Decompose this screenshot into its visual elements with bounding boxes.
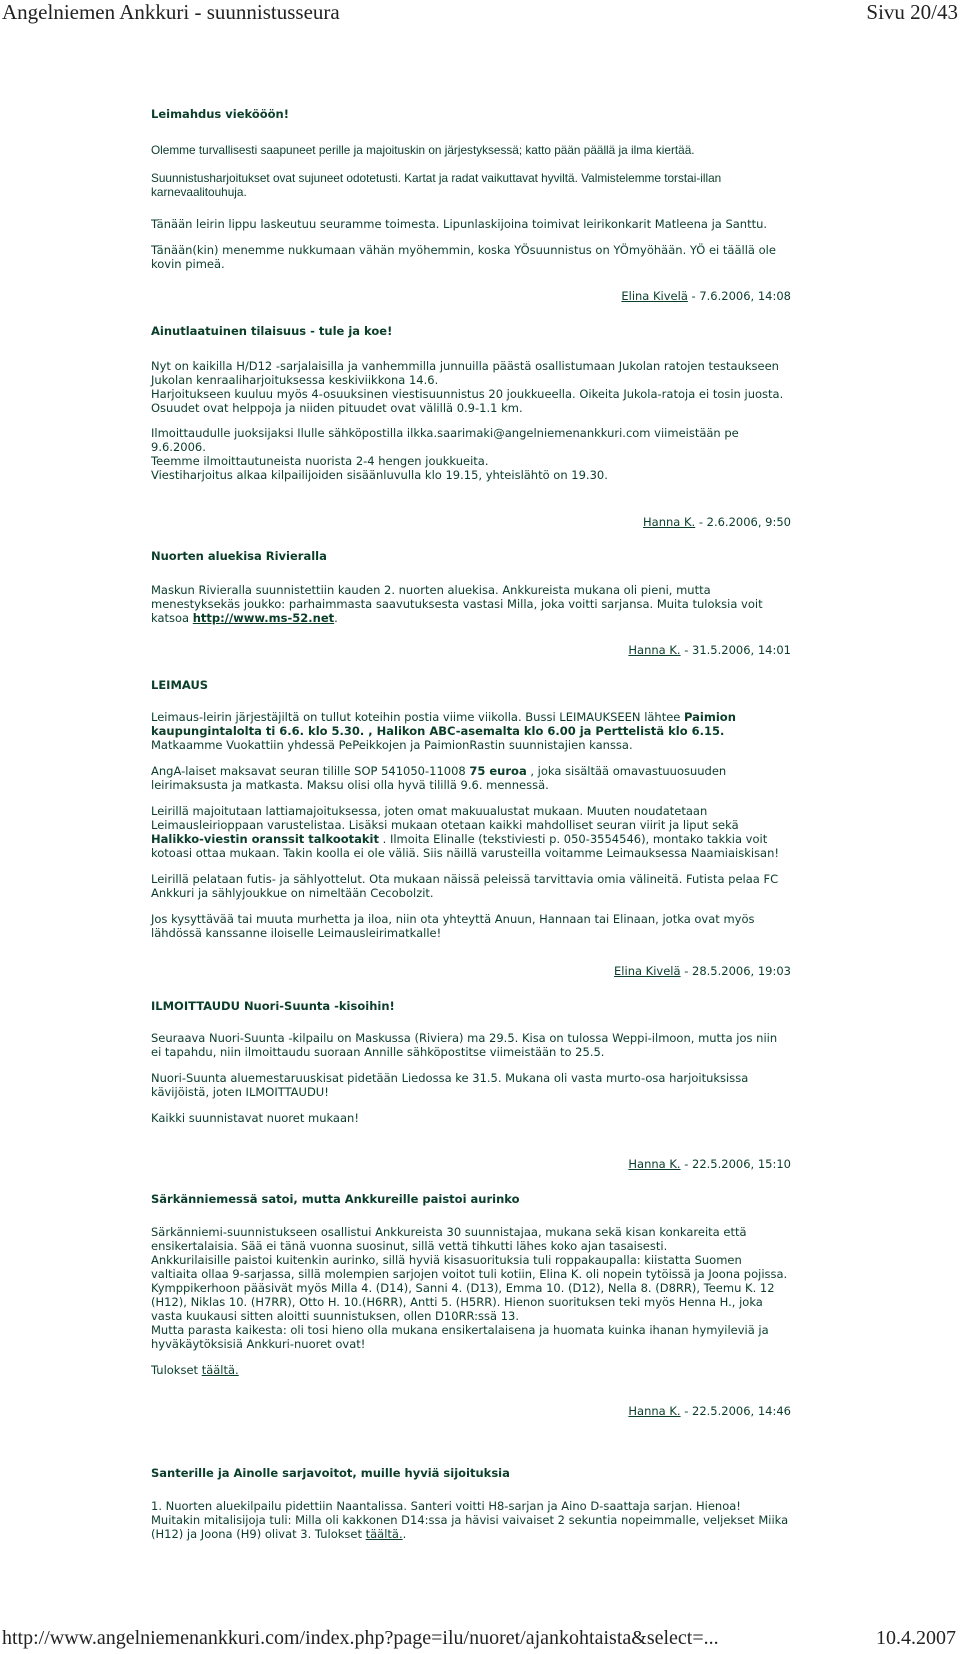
print-page-number: Sivu 20/43 (866, 0, 958, 24)
post-paragraph: Seuraava Nuori-Suunta -kilpailu on Maskussa (Riviera) ma 29.5. Kisa on tulossa Weppi-ilmoon, mutta jos niin ei tapahdu, niin ilmoittaudu suoraan Annille sähköpostitse viimeistään to 25.5. (151, 1031, 778, 1059)
post-paragraph: Olemme turvallisesti saapuneet perille ja majoituskin on järjestyksessä; katto pään päällä ja ilma kiertää. (151, 143, 695, 157)
post-meta (151, 1404, 791, 1418)
post-line: Ankkurilaisille paistoi kuitenkin aurinko, sillä hyviä kisasuorituksia tuli roppakaupalla: kiistatta Suomen valtiaita ollaa 9-sarjassa, sillä molempien sarjojen voitot tuli kotiin, Elina K. oli nopein tytöissä ja Joona pojissa. (151, 1253, 788, 1281)
post-line: Nyt on kaikilla H/D12 -sarjalaisilla ja vanhemmilla junnuilla päästä osallistumaan Jukolan ratojen testaukseen Jukolan kenraaliharjoituksessa keskiviikkona 14.6. (151, 359, 779, 387)
post-line: Teemme ilmoittautuneista nuorista 2-4 hengen joukkueita. (151, 454, 489, 468)
post-paragraph (151, 1499, 791, 1541)
post-date: - 7.6.2006, 14:08 (687, 289, 791, 303)
post-title: Nuorten aluekisa Rivieralla (151, 549, 327, 563)
post-emphasis: Paimion kaupungintalolta ti 6.6. klo 5.30. , Halikon ABC-asemalta klo 6.00 ja Perttelistä klo 6.15. (151, 710, 736, 738)
post-title: Ainutlaatuinen tilaisuus - tule ja koe! (151, 324, 393, 338)
post-paragraph: Suunnistusharjoitukset ovat sujuneet odotetusti. Kartat ja radat vaikuttavat hyviltä. Valmistelemme torstai-illan karnevaalitouhuja. (151, 171, 722, 199)
author-link[interactable]: Hanna K. (643, 515, 696, 529)
post-line: Osuudet ovat helppoja ja niiden pituudet ovat välillä 0.9-1.1 km. (151, 401, 523, 415)
print-header (0, 0, 960, 26)
post-paragraph: Tänään leirin lippu laskeutuu seuramme toimesta. Lipunlaskijoina toimivat leirikonkarit Matleena ja Santtu. (151, 217, 768, 231)
post-text: , joka sisältää omavastuuosuuden leirimaksusta ja matkasta. Maksu olisi olla hyvä tilillä 9.6. mennessä. (151, 764, 727, 792)
post-text: . (402, 1527, 407, 1541)
print-header-title: Angelniemen Ankkuri - suunnistusseura (2, 0, 340, 24)
post-line: Ilmoittaudulle juoksijaksi Ilulle sähköpostilla ilkka.saarimaki@angelniemenankkuri.com viimeistään pe 9.6.2006. (151, 426, 739, 454)
post-text: . (334, 611, 338, 625)
post-text: . Ilmoita Elinalle (tekstiviesti p. 050-3554546), montako takkia voit kotoasi ottaa mukaan. Takin koolla ei ole väliä. Siis näillä varusteilla voitamme Leimauksessa Naamiaiskisan! (151, 832, 780, 860)
author-link[interactable]: Elina Kivelä (614, 964, 681, 978)
author-link[interactable]: Hanna K. (628, 643, 681, 657)
post-meta (151, 643, 791, 657)
post-date: - 28.5.2006, 19:03 (680, 964, 791, 978)
post-date: - 31.5.2006, 14:01 (680, 643, 791, 657)
post-date: - 22.5.2006, 15:10 (680, 1157, 791, 1171)
post-paragraph: Kaikki suunnistavat nuoret mukaan! (151, 1111, 359, 1125)
print-footer-url: http://www.angelniemenankkuri.com/index.php?page=ilu/nuoret/ajankohtaista&select=... (2, 1627, 719, 1649)
post-meta (151, 515, 791, 529)
post-paragraph (151, 804, 791, 860)
post-title: ILMOITTAUDU Nuori-Suunta -kisoihin! (151, 999, 395, 1013)
post-text: 1. Nuorten aluekilpailu pidettiin Naantalissa. Santeri voitti H8-sarjan ja Aino D-saattaja sarjan. Hienoa! Muitakin mitalisijoja tuli: Milla oli kakkonen D14:ssa ja hävisi vaivaiset 2 sekuntia nopeimmalle, veljekset Miika (H12) ja Joona (H9) olivat 3. Tulokset (151, 1499, 789, 1541)
results-link[interactable]: täältä. (365, 1527, 403, 1541)
post-emphasis: Halikko-viestin oranssit talkootakit (151, 832, 379, 846)
post-title: Santerille ja Ainolle sarjavoitot, muille hyviä sijoituksia (151, 1466, 510, 1480)
post-paragraph (151, 764, 791, 792)
post-paragraph: Jos kysyttävää tai muuta murhetta ja iloa, niin ota yhteyttä Anuun, Hannaan tai Elinaan, jotka ovat myös lähdössä kanssanne iloiselle Leimausleirimatkalle! (151, 912, 755, 940)
post-paragraph: Nuori-Suunta aluemestaruuskisat pidetään Liedossa ke 31.5. Mukana oli vasta murto-osa harjoituksissa kävijöistä, joten ILMOITTAUDU! (151, 1071, 749, 1099)
post-text: Maskun Rivieralla suunnistettiin kauden 2. nuorten aluekisa. Ankkureista mukana oli pieni, mutta menestyksekäs joukko: parhaimmasta saavutuksesta vastasi Milla, joka voitti sarjansa. Muita tuloksia voit katsoa (151, 583, 763, 625)
post-paragraph (151, 1363, 791, 1377)
post-text: Leimaus-leirin järjestäjiltä on tullut koteihin postia viime viikolla. Bussi LEIMAUKSEEN lähtee (151, 710, 685, 724)
post-line: Harjoitukseen kuuluu myös 4-osuuksinen viestisuunnistus 20 joukkueella. Oikeita Jukola-ratoja ei tosin juosta. (151, 387, 784, 401)
post-text: Leirillä majoitutaan lattiamajoituksessa, joten omat makuualustat mukaan. Muuten noudatetaan Leimausleirioppaan varustelistaa. Lisäksi mukaan otetaan kaikki mahdolliset seuran viirit ja liput sekä (151, 804, 739, 832)
author-link[interactable]: Hanna K. (628, 1404, 681, 1418)
post-date: - 22.5.2006, 14:46 (680, 1404, 791, 1418)
post-title: Särkänniemessä satoi, mutta Ankkureille paistoi aurinko (151, 1192, 520, 1206)
post-paragraph (151, 710, 791, 752)
print-footer-date: 10.4.2007 (876, 1627, 956, 1649)
author-link[interactable]: Hanna K. (628, 1157, 681, 1171)
post-meta (151, 1157, 791, 1171)
post-paragraph: Leirillä pelataan futis- ja sählyottelut. Ota mukaan näissä peleissä tarvittavia omia välineitä. Futista pelaa FC Ankkuri ja sählyjoukkue on nimeltään Cecobolzit. (151, 872, 779, 900)
post-meta (151, 289, 791, 303)
post-line: Kymppikerhoon pääsivät myös Milla 4. (D14), Sanni 4. (D13), Emma 10. (D12), Nella 8. (D8RR), Teemu K. 12 (H12), Niklas 10. (H7RR), Otto H. 10.(H6RR), Antti 5. (H5RR). Hienon suorituksen teki myös Henna H., joka vasta kuukausi sitten aloitti suunnistuksen, ollen D10RR:ssä 13. (151, 1281, 775, 1323)
post-title: Leimahdus viekööön! (151, 107, 289, 121)
post-line: Mutta parasta kaikesta: oli tosi hieno olla mukana ensikertalaisena ja huomata kuinka ihanan hymyileviä ja hyväkäytöksisiä Ankkuri-nuoret ovat! (151, 1323, 769, 1351)
post-paragraph: Tänään(kin) menemme nukkumaan vähän myöhemmin, koska YÖsuunnistus on YÖmyöhään. YÖ ei täällä ole kovin pimeä. (151, 243, 776, 271)
post-title: LEIMAUS (151, 678, 209, 692)
post-paragraph (151, 583, 791, 625)
results-link[interactable]: täältä. (201, 1363, 239, 1377)
post-line: Viestiharjoitus alkaa kilpailijoiden sisäänluvulla klo 19.15, yhteislähtö on 19.30. (151, 468, 608, 482)
post-date: - 2.6.2006, 9:50 (695, 515, 791, 529)
post-text: Tulokset (151, 1363, 202, 1377)
author-link[interactable]: Elina Kivelä (621, 289, 688, 303)
post-text: AngA-laiset maksavat seuran tilille SOP 541050-11008 (151, 764, 470, 778)
post-emphasis: 75 euroa (469, 764, 527, 778)
post-text: Matkaamme Vuokattiin yhdessä PePeikkojen ja PaimionRastin suunnistajien kanssa. (151, 738, 633, 752)
post-line: Särkänniemi-suunnistukseen osallistui Ankkureista 30 suunnistajaa, mukana sekä kisan konkareita että ensikertalaisia. Sää ei tänä vuonna suosinut, sillä vettä tihkutti lähes koko ajan tasaisesti. (151, 1225, 747, 1253)
post-meta (151, 964, 791, 978)
print-footer (0, 1624, 960, 1654)
external-link[interactable]: http://www.ms-52.net (192, 611, 335, 625)
